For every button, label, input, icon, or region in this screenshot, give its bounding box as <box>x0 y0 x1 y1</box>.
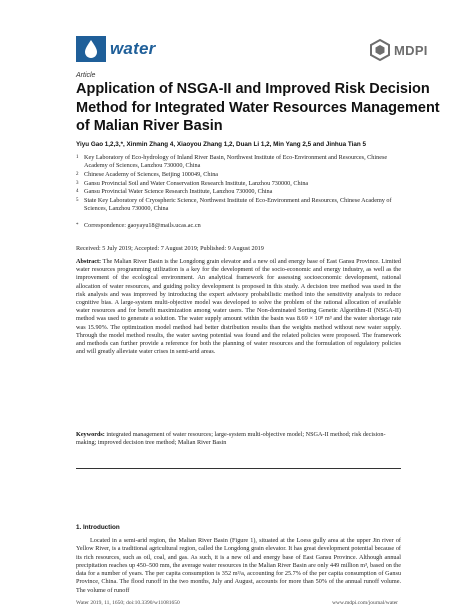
correspondence-text[interactable]: Correspondence: gaoyayu18@mails.ucas.ac.cn <box>84 222 201 229</box>
publisher-name: MDPI <box>394 42 428 58</box>
article-type: Article <box>76 72 96 79</box>
abstract-text: The Malian River Basin is the Longdong grain elevator and a new oil and energy base of East Gansu Province. Limited water resources programming utilization is a key for the development of the socio-economic and energy industry, as well as the improvement of the ecological environment. An analytical framework for assessing socioeconomic development, rational allocation of water resources, and guiding policy development is proposed in this study. A decision tree method was used in the risk analysis and was improved by introducing the expert advisory probabilistic method into the sensitivity analysis to reduce cognitive bias. A large-system multi-objective model was developed to solve the problem of the rational allocation of available water resources and for benefit maximization among water users. The Non-dominated Sorting Genetic Algorithm-II (NSGA-II) method was used to generate a solution. The water supply amount within the basin was 8.69 × 10⁸ m³ and the water shortage rate was 15.90%. The optimization model method had better distribution results than the weights method without new water supply. Through the model method results, the water saving potential was found and the related policies were proposed. The framework and methods can further provide a reference for both the planning of water resources and the formulation of regulatory policies and will greatly alleviate water crises in semi-arid areas. <box>76 258 401 356</box>
abstract <box>76 258 401 356</box>
section-heading: 1. Introduction <box>76 524 120 531</box>
affiliation-marker: 1 <box>76 155 79 160</box>
affiliation-text: Gansu Provincial Water Science Research Institute, Lanzhou 730000, China <box>84 188 273 195</box>
publisher-logo <box>368 38 428 62</box>
footer-url[interactable]: www.mdpi.com/journal/water <box>332 600 398 606</box>
title-line: Application of NSGA-II and Improved Risk Decision <box>76 81 430 97</box>
affiliation-marker: 4 <box>76 189 79 194</box>
keywords-label: Keywords: <box>76 431 105 438</box>
title-line: of Malian River Basin <box>76 118 223 134</box>
author-list: Yiyu Gao 1,2,3,*, Xinmin Zhang 4, Xiaoyou Zhang 1,2, Duan Li 1,2, Min Yang 2,5 and Jinhua Tian 5 <box>76 141 366 148</box>
footer-citation: Water 2019, 11, 1650; doi:10.3390/w11081650 <box>76 600 180 606</box>
affiliation <box>76 180 406 188</box>
affiliation-text: Key Laboratory of Eco-hydrology of Inland River Basin, Northwest Institute of Eco-Environment and Resources, Chinese Academy of Sciences, Lanzhou 730000, China <box>84 154 388 170</box>
affiliation-marker: 2 <box>76 172 79 177</box>
journal-name: water <box>110 39 156 58</box>
affiliation-marker: 3 <box>76 180 79 186</box>
article-title <box>76 80 440 136</box>
affiliation <box>76 154 406 171</box>
affiliation-marker: 5 <box>76 197 79 203</box>
affiliation-marker: * <box>76 223 79 228</box>
abstract-label: Abstract: <box>76 258 102 265</box>
title-line: Method for Integrated Water Resources Management <box>76 99 440 116</box>
keywords-text: integrated management of water resources; large-system multi-objective model; NSGA-II method; risk decision-making; improved decision tree method; Malian River Basin <box>76 431 386 447</box>
affiliation-text: Chinese Academy of Sciences, Beijing 100049, China <box>84 171 219 178</box>
affiliation <box>76 197 406 214</box>
affiliation-text: Gansu Provincial Soil and Water Conservation Research Institute, Lanzhou 730000, China <box>84 179 309 187</box>
keywords <box>76 431 401 447</box>
water-drop-icon <box>76 36 106 62</box>
mdpi-hexagon-icon <box>368 38 392 62</box>
affiliation <box>76 171 406 179</box>
affiliation <box>76 188 406 196</box>
journal-logo <box>76 36 155 62</box>
publication-dates: Received: 5 July 2019; Accepted: 7 August 2019; Published: 9 August 2019 <box>76 245 264 252</box>
correspondence <box>76 222 406 230</box>
introduction-paragraph: Located in a semi-arid region, the Malian River Basin (Figure 1), situated at the Loess gully area at the upper Jin river of Yellow River, is a traditional agricultural region, called the Longdong grain elevator. It has great development potential because of its rich resources, such as oil, coal, and gas. As such, it is a new oil and energy base of East Gansu Province. Although annual precipitation reaches up 450–500 mm, the average water resources in the Malian River Basin are only 449 million m³, based on the data for a number of years. The per capita consumption is 352 m³/a, accounting for 25.7% of the per capita consumption of Gansu Province, China. The flood runoff in the two months, July and August, accounts for more than 50% of the annual runoff volume. The volume of runoff <box>76 537 401 594</box>
divider <box>76 468 401 469</box>
affiliation-text: State Key Laboratory of Cryospheric Science, Northwest Institute of Eco-Environment and Resources, Chinese Academy of Sciences, Lanzhou 730000, China <box>84 196 392 212</box>
